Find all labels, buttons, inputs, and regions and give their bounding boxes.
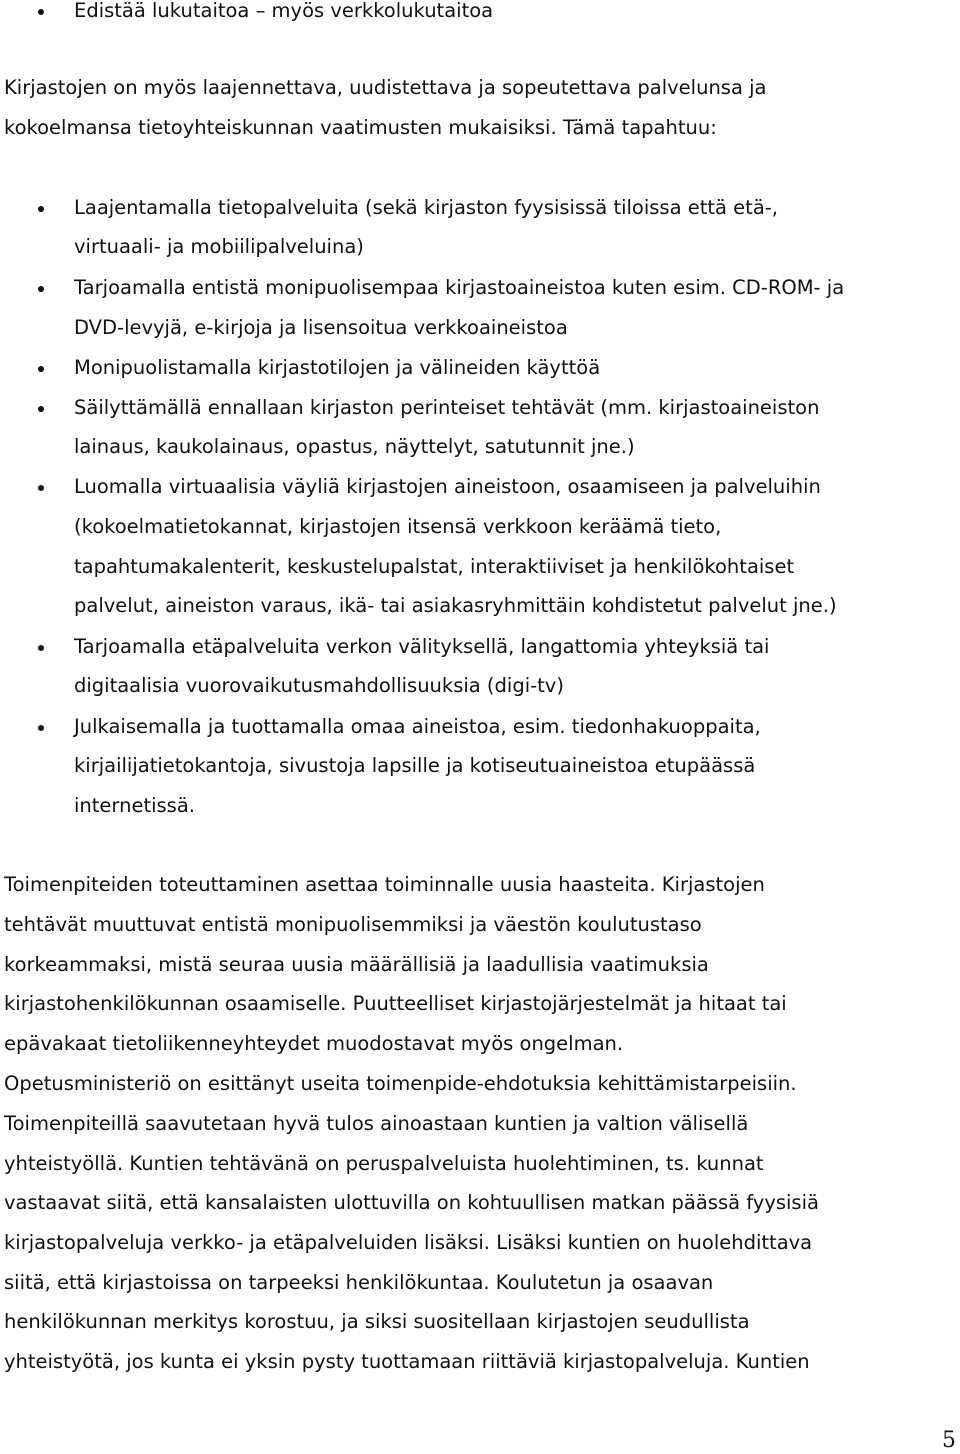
bullet-item-line: virtuaali- ja mobiilipalveluina) <box>74 235 364 258</box>
bullet-icon <box>38 286 44 292</box>
bullet-item-line: internetissä. <box>74 794 195 817</box>
paragraph-line: korkeammaksi, mistä seuraa uusia määrällisiä ja laadullisia vaatimuksia <box>4 953 709 976</box>
paragraph-line: tehtävät muuttuvat entistä monipuolisemmiksi ja väestön koulutustaso <box>4 913 702 936</box>
paragraph-line: Toimenpiteillä saavutetaan hyvä tulos ainoastaan kuntien ja valtion välisellä <box>4 1112 749 1135</box>
paragraph-line: kirjastopalveluja verkko- ja etäpalveluiden lisäksi. Lisäksi kuntien on huolehdittava <box>4 1231 813 1254</box>
bullet-item-line: tapahtumakalenterit, keskustelupalstat, interaktiiviset ja henkilökohtaiset <box>74 555 795 578</box>
bullet-item-line: lainaus, kaukolainaus, opastus, näyttelyt, satutunnit jne.) <box>74 435 635 458</box>
bullet-item-line: Julkaisemalla ja tuottamalla omaa aineistoa, esim. tiedonhakuoppaita, <box>74 715 761 738</box>
paragraph-line: kokoelmansa tietoyhteiskunnan vaatimusten mukaisiksi. Tämä tapahtuu: <box>4 116 717 139</box>
paragraph-line: Toimenpiteiden toteuttaminen asettaa toiminnalle uusia haasteita. Kirjastojen <box>4 873 765 896</box>
paragraph-line: henkilökunnan merkitys korostuu, ja siksi suositellaan kirjastojen seudullista <box>4 1310 750 1333</box>
bullet-icon <box>38 485 44 491</box>
bullet-icon <box>38 725 44 731</box>
bullet-icon <box>38 406 44 412</box>
paragraph-line: yhteistyötä, jos kunta ei yksin pysty tuottamaan riittäviä kirjastopalveluja. Kuntien <box>4 1350 810 1373</box>
bullet-item-line: DVD-levyjä, e-kirjoja ja lisensoitua verkkoaineistoa <box>74 316 568 339</box>
bullet-item-line: palvelut, aineiston varaus, ikä- tai asiakasryhmittäin kohdistetut palvelut jne.) <box>74 594 837 617</box>
paragraph-line: epävakaat tietoliikenneyhteydet muodostavat myös ongelman. <box>4 1032 624 1055</box>
bullet-icon <box>38 366 44 372</box>
paragraph-line: yhteistyöllä. Kuntien tehtävänä on peruspalveluista huolehtiminen, ts. kunnat <box>4 1152 764 1175</box>
bullet-item-line: Monipuolistamalla kirjastotilojen ja välineiden käyttöä <box>74 356 601 379</box>
bullet-item-line: Tarjoamalla entistä monipuolisempaa kirjastoaineistoa kuten esim. CD-ROM- ja <box>74 276 845 299</box>
bullet-icon <box>38 9 44 15</box>
paragraph-line: vastaavat siitä, että kansalaisten ulottuvilla on kohtuullisen matkan päässä fyysisiä <box>4 1191 819 1214</box>
bullet-item-line: digitaalisia vuorovaikutusmahdollisuuksia (digi-tv) <box>74 674 564 697</box>
bullet-item-line: Tarjoamalla etäpalveluita verkon välityksellä, langattomia yhteyksiä tai <box>74 635 770 658</box>
bullet-item-line: Säilyttämällä ennallaan kirjaston perinteiset tehtävät (mm. kirjastoaineiston <box>74 396 820 419</box>
page-number: 5 <box>942 1428 956 1453</box>
bullet-item-line: kirjailijatietokantoja, sivustoja lapsille ja kotiseutuaineistoa etupäässä <box>74 754 756 777</box>
bullet-item-line: Luomalla virtuaalisia väyliä kirjastojen aineistoon, osaamiseen ja palveluihin <box>74 475 821 498</box>
paragraph-line: Kirjastojen on myös laajennettava, uudistettava ja sopeutettava palvelunsa ja <box>4 76 767 99</box>
bullet-item-line: Edistää lukutaitoa – myös verkkolukutaitoa <box>74 0 494 22</box>
paragraph-line: siitä, että kirjastoissa on tarpeeksi henkilökuntaa. Koulutetun ja osaavan <box>4 1271 714 1294</box>
bullet-item-line: (kokoelmatietokannat, kirjastojen itsensä verkkoon keräämä tieto, <box>74 515 722 538</box>
paragraph-line: Opetusministeriö on esittänyt useita toimenpide-ehdotuksia kehittämistarpeisiin. <box>4 1072 797 1095</box>
bullet-icon <box>38 206 44 212</box>
bullet-icon <box>38 645 44 651</box>
bullet-item-line: Laajentamalla tietopalveluita (sekä kirjaston fyysisissä tiloissa että etä-, <box>74 196 778 219</box>
paragraph-line: kirjastohenkilökunnan osaamiselle. Puutteelliset kirjastojärjestelmät ja hitaat tai <box>4 992 787 1015</box>
